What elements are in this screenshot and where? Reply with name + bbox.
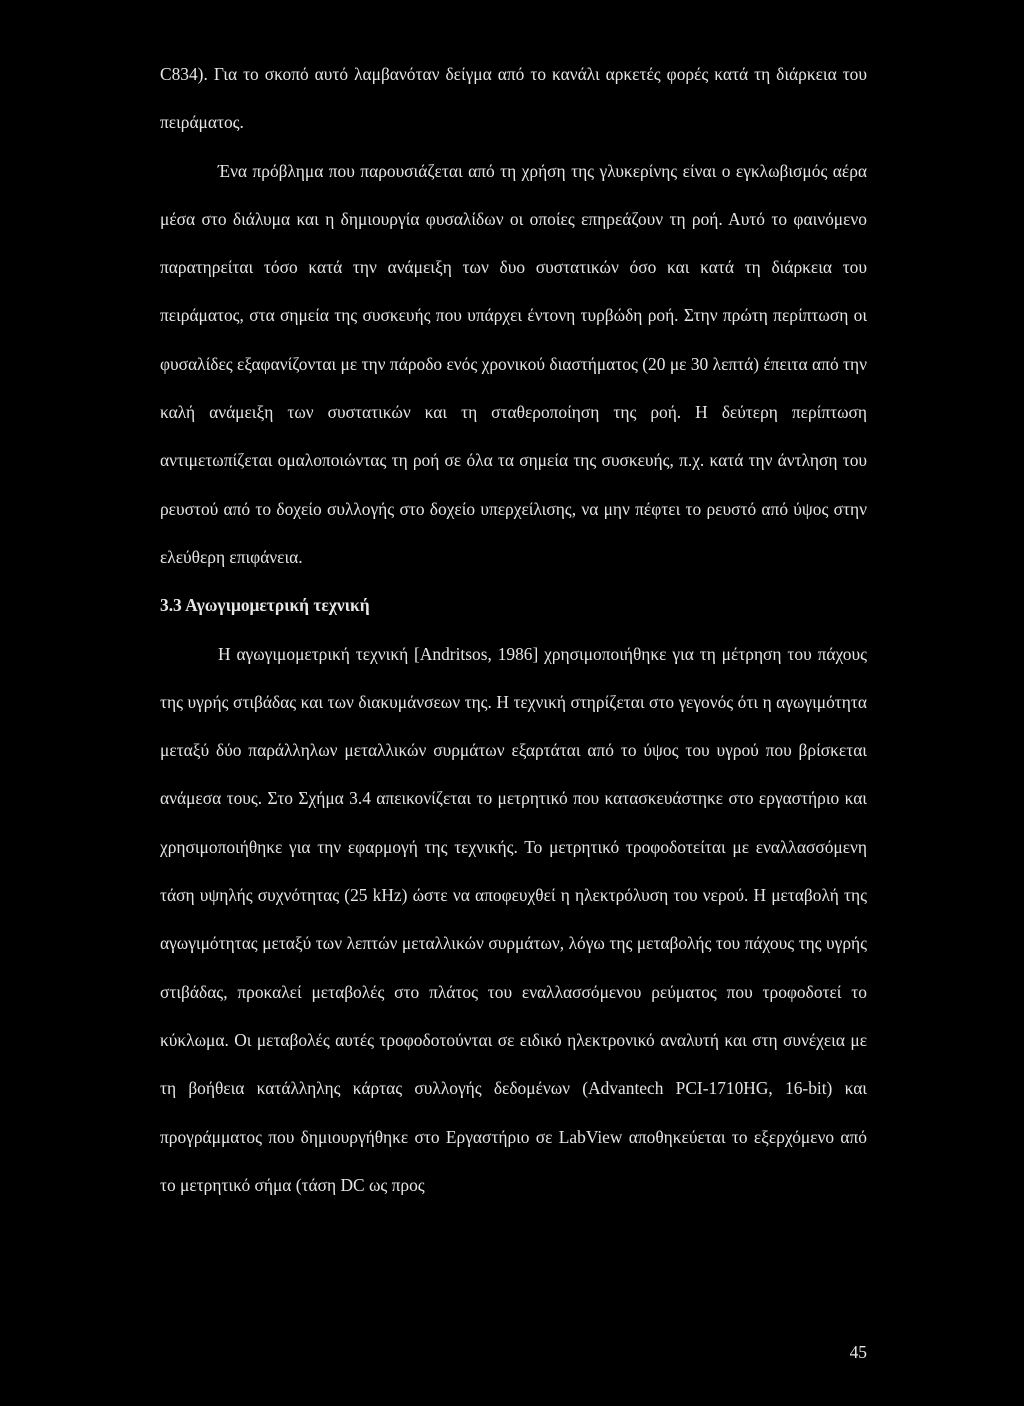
section-heading: 3.3 Αγωγιμομετρική τεχνική (160, 595, 370, 616)
page-number: 45 (849, 1342, 867, 1362)
paragraph-continuation: C834). Για το σκοπό αυτό λαμβανόταν δείγμα από το κανάλι αρκετές φορές κατά τη διάρκεια του πειράματος. (160, 64, 867, 133)
paragraph-glycerin-bubbles: Ένα πρόβλημα που παρουσιάζεται από τη χρήση της γλυκερίνης είναι ο εγκλωβισμός αέρα μέσα στο διάλυμα και η δημιουργία φυσαλίδων οι οποίες επηρεάζουν τη ροή. Αυτό το φαινόμενο παρατηρείται τόσο κατά την ανάμειξη των δυο συστατικών όσο και κατά τη διάρκεια του πειράματος, στα σημεία της συσκευής που υπάρχει έντονη τυρβώδη ροή. Στην πρώτη περίπτωση οι φυσαλίδες εξαφανίζονται με την πάροδο ενός χρονικού διαστήματος (20 με 30 λεπτά) έπειτα από την καλή ανάμειξη των συστατικών και τη σταθεροποίηση της ροή. Η δεύτερη περίπτωση αντιμετωπίζεται ομαλοποιώντας τη ροή σε όλα τα σημεία της συσκευής, π.χ. κατά την άντληση του ρευστού από το δοχείο συλλογής στο δοχείο υπερχείλισης, να μην πέφτει το ρευστό από ύψος στην ελεύθερη επιφάνεια. (160, 160, 867, 567)
paragraph-conductance-technique: Η αγωγιμομετρική τεχνική [Andritsos, 1986] χρησιμοποιήθηκε για τη μέτρηση του πάχους της υγρής στιβάδας και των διακυμάνσεων της. Η τεχνική στηρίζεται στο γεγονός ότι η αγωγιμότητα μεταξύ δύο παράλληλων μεταλλικών συρμάτων εξαρτάται από το ύψος του υγρού που βρίσκεται ανάμεσα τους. Στο Σχήμα 3.4 απεικονίζεται το μετρητικό που κατασκευάστηκε στο εργαστήριο και χρησιμοποιήθηκε για την εφαρμογή της τεχνικής. Το μετρητικό τροφοδοτείται με εναλλασσόμενη τάση υψηλής συχνότητας (25 kHz) ώστε να αποφευχθεί η ηλεκτρόλυση του νερού. Η μεταβολή της αγωγιμότητας μεταξύ των λεπτών μεταλλικών συρμάτων, λόγω της μεταβολής του πάχους της υγρής στιβάδας, προκαλεί μεταβολές στο πλάτος του εναλλασσόμενου ρεύματος που τροφοδοτεί το κύκλωμα. Οι μεταβολές αυτές τροφοδοτούνται σε ειδικό ηλεκτρονικό αναλυτή και στη συνέχεια με τη βοήθεια κατάλληλης κάρτας συλλογής δεδομένων (Advantech PCI-1710HG, 16-bit) και προγράμματος που δημιουργήθηκε στο Εργαστήριο σε LabView αποθηκεύεται το εξερχόμενο από το μετρητικό σήμα (τάση DC ως προς (160, 643, 867, 1195)
document-page (160, 50, 867, 1209)
